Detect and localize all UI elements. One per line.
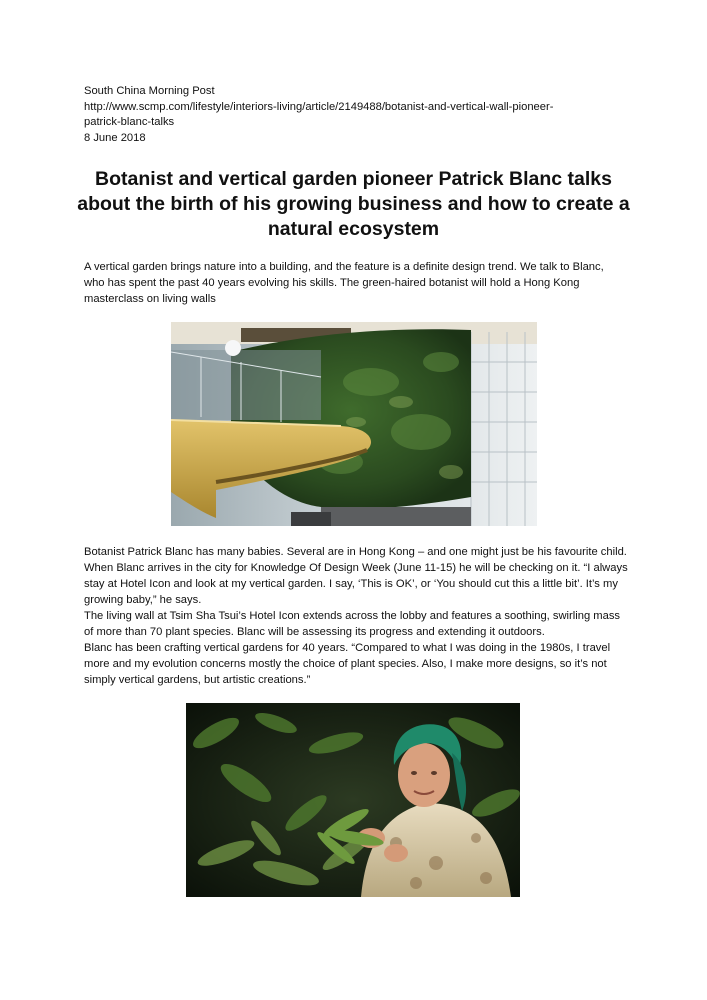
patrick-blanc-portrait-photo	[186, 703, 520, 897]
article-body	[84, 544, 629, 688]
publication-name: South China Morning Post	[84, 85, 215, 97]
article-lede: A vertical garden brings nature into a building, and the feature is a definite design trend. We talk to Blanc, who has spent the past 40 years evolving his skills. The green-haired botanist will hold a Hong Kong masterclass on living walls	[84, 261, 604, 305]
article-headline: Botanist and vertical garden pioneer Patrick Blanc talks about the birth of his growing business and how to create a natural ecosystem	[77, 168, 630, 240]
hotel-lobby-vertical-garden-photo	[171, 322, 537, 526]
publication-date: 8 June 2018	[84, 131, 146, 144]
body-paragraph: Botanist Patrick Blanc has many babies. Several are in Hong Kong – and one might just be his favourite child. When Blanc arrives in the city for Knowledge Of Design Week (June 11-15) he will be checking on it. “I always stay at Hotel Icon and look at my vertical garden. I say, ‘This is OK’, or ‘You should cut this a little bit’. It’s my growing baby,” he says.	[84, 546, 628, 606]
body-paragraph: Blanc has been crafting vertical gardens for 40 years. “Compared to what I was doing in the 1980s, I travel more and my evolution concerns mostly the choice of plant species. Also, I make more designs, so it’s not simply vertical gardens, but artistic creations.”	[84, 642, 611, 686]
body-paragraph: The living wall at Tsim Sha Tsui’s Hotel Icon extends across the lobby and features a soothing, swirling mass of more than 70 plant species. Blanc will be assessing its progress and extending it outdoors.	[84, 610, 621, 638]
source-info	[84, 84, 624, 146]
article-url-line-1: http://www.scmp.com/lifestyle/interiors-living/article/2149488/botanist-and-vertical-wall-pioneer-	[84, 100, 554, 113]
article-url-line-2: patrick-blanc-talks	[84, 116, 175, 128]
